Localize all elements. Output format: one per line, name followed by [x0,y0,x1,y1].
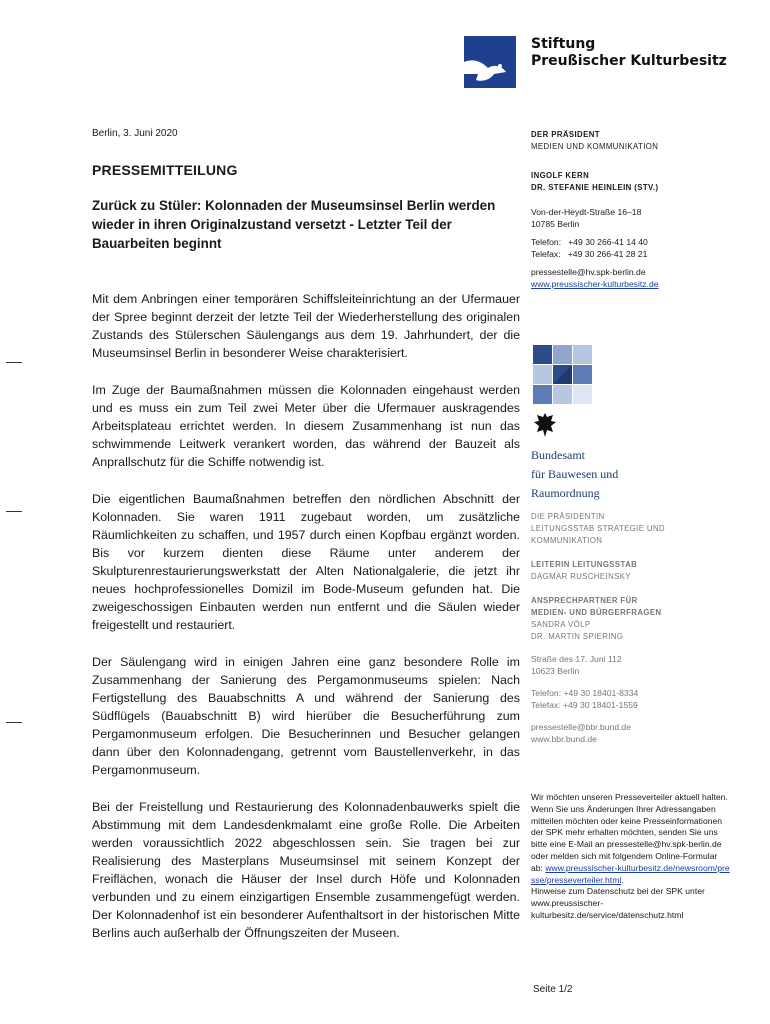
bbr-dept: LEITUNGSSTAB STRATEGIE UND [531,524,666,533]
spk-contact [531,129,741,290]
bbr-name-line: Bundesamt [531,448,585,462]
bbr-street: Straße des 17. Juni 112 [531,654,622,664]
bbr-email: pressestelle@bbr.bund.de [531,722,631,732]
unsubscribe-link[interactable]: www.preussischer-kulturbesitz.de/newsroom/presse/presseverteiler.html [531,862,730,885]
paragraph: Bei der Freistellung und Restaurierung des Kolonnadenbauwerks spielt die Abstimmung mit dem Landesdenkmalamt eine große Rolle. Die Arbeiten werden voraussichtlich 2022 abgeschlossen sein. Sie tragen bei zur Realisierung des Masterplans Museumsinsel mit seinem Konzept der Freiflächen, wonach die Häuser der Insel durch Höfe und Kolonnaden verbunden und zu einem einzigartigen Ensemble zusammengefügt werden. Der Kolonnadenhof ist ein besonderer Aufenthaltsort in der historischen Mitte Berlins auch außerhalb der Öffnungszeiten der Museen. [92,800,520,940]
press-body [92,290,520,961]
bbr-city: 10623 Berlin [531,666,580,676]
bbr-name-line: für Bauwesen und [531,467,619,481]
spk-email: pressestelle@hv.spk-berlin.de [531,267,646,277]
bbr-contact-title: MEDIEN- UND BÜRGERFRAGEN [531,608,662,617]
spk-website-link[interactable]: www.preussischer-kulturbesitz.de [531,279,659,289]
notice-text-end: . [621,874,624,885]
bbr-contact-name: SANDRA VÖLP [531,620,591,629]
bbr-dept: KOMMUNIKATION [531,536,603,545]
privacy-notice: Hinweise zum Datenschutz bei der SPK unter www.preussischer-kulturbesitz.de/service/datenschutz.html [531,886,705,920]
spk-street: Von-der-Heydt-Straße 16–18 [531,207,642,217]
distribution-notice [531,792,731,922]
doc-type-heading: PRESSEMITTEILUNG [92,162,238,178]
notice-text: Wir möchten unseren Presseverteiler aktuell halten. Wenn Sie uns Änderungen Ihrer Adressangaben mitteilen möchten oder keine Presseinformationen der SPK mehr erhalten möchten, senden Sie uns bitte eine E-Mail an pressestelle@hv.spk-berlin.de oder melden sich mit folgendem Online-Formular ab: [531,792,728,873]
bbr-website: www.bbr.bund.de [531,734,597,744]
bbr-lead-name: DAGMAR RUSCHEINSKY [531,572,631,581]
spk-fax: Telefax: +49 30 266-41 28 21 [531,249,648,259]
org-name-line1: Stiftung [531,36,596,52]
paragraph: Im Zuge der Baumaßnahmen müssen die Kolonnaden eingehaust werden und es muss ein zum Teil zwei Meter über die Ufermauer auskragendes Arbeitsplateau errichtet werden. In diesem Zusammenhang ist nun das schwimmende Leitwerk verankert worden, das während der Bauzeit als Anprallschutz für die Schiffe notwendig ist. [92,383,520,469]
spk-person: INGOLF KERN [531,171,590,180]
spk-dept-sub: MEDIEN UND KOMMUNIKATION [531,142,659,151]
spk-logo-icon [464,36,516,88]
spk-city: 10785 Berlin [531,219,580,229]
bbr-contact-title: ANSPRECHPARTNER FÜR [531,596,638,605]
bbr-dept: DIE PRÄSIDENTIN [531,512,605,521]
federal-eagle-icon [533,412,557,438]
bbr-contact-name: DR. MARTIN SPIERING [531,632,624,641]
bbr-name-line: Raumordnung [531,486,600,500]
spk-person: DR. STEFANIE HEINLEIN (STV.) [531,183,659,192]
punch-mark [6,511,22,512]
paragraph: Der Säulengang wird in einigen Jahren eine ganz besondere Rolle im Zusammenhang der Sanierung des Pergamonmuseums spielen: Nach Fertigstellung des Bauabschnitts A und während der Sanierung des Südflügels (Bauabschnitt B) wird hierüber die Besucherführung zum Pergamonmuseum erfolgen. Die Besucherinnen und Besucher gelangen dann über den Kolonnadengang, getrennt vom Baustellenverkehr, in das Pergamonmuseum. [92,655,520,777]
org-name-line2: Preußischer Kulturbesitz [531,53,727,69]
page-number: Seite 1/2 [533,984,573,995]
fold-mark [6,362,22,363]
bbr-phone: Telefon: +49 30 18401-8334 [531,688,639,698]
bbr-name [531,446,618,503]
org-name [531,36,727,70]
press-title: Zurück zu Stüler: Kolonnaden der Museumsinsel Berlin werden wieder in ihren Originalzustand versetzt - Letzter Teil der Bauarbeiten beginnt [92,198,496,251]
bbr-fax: Telefax: +49 30 18401-1559 [531,700,638,710]
spk-phone: Telefon: +49 30 266-41 14 40 [531,237,648,247]
bbr-lead-title: LEITERIN LEITUNGSSTAB [531,560,638,569]
paragraph: Die eigentlichen Baumaßnahmen betreffen den nördlichen Abschnitt der Kolonnaden. Sie waren 1911 zugebaut worden, um zusätzliche Räumlichkeiten zu schaffen, und 1957 durch einen Kopfbau ergänzt worden. Bis vor kurzem dienten diese Räume unter anderem der Skulpturenrestaurierungswerkstatt der Alten Nationalgalerie, die jetzt ihr neues hochprofessionelles Domizil im Bode-Museum gefunden hat. Die zweigeschossigen Einbauten werden nun entfernt und die Säulen wieder freigestellt und restauriert. [92,492,520,632]
bbr-contact [531,511,741,745]
spk-dept: DER PRÄSIDENT [531,130,600,139]
press-date: Berlin, 3. Juni 2020 [92,128,178,139]
fold-mark [6,722,22,723]
paragraph: Mit dem Anbringen einer temporären Schiffsleiteinrichtung an der Ufermauer der Spree beginnt derzeit der letzte Teil der Wiederherstellung des originalen Zustands des Stülerschen Säulengangs aus dem 19. Jahrhundert, der die Museumsinsel Berlin in besonderer Weise charakterisiert. [92,292,520,360]
bbr-logo-icon [533,345,593,405]
